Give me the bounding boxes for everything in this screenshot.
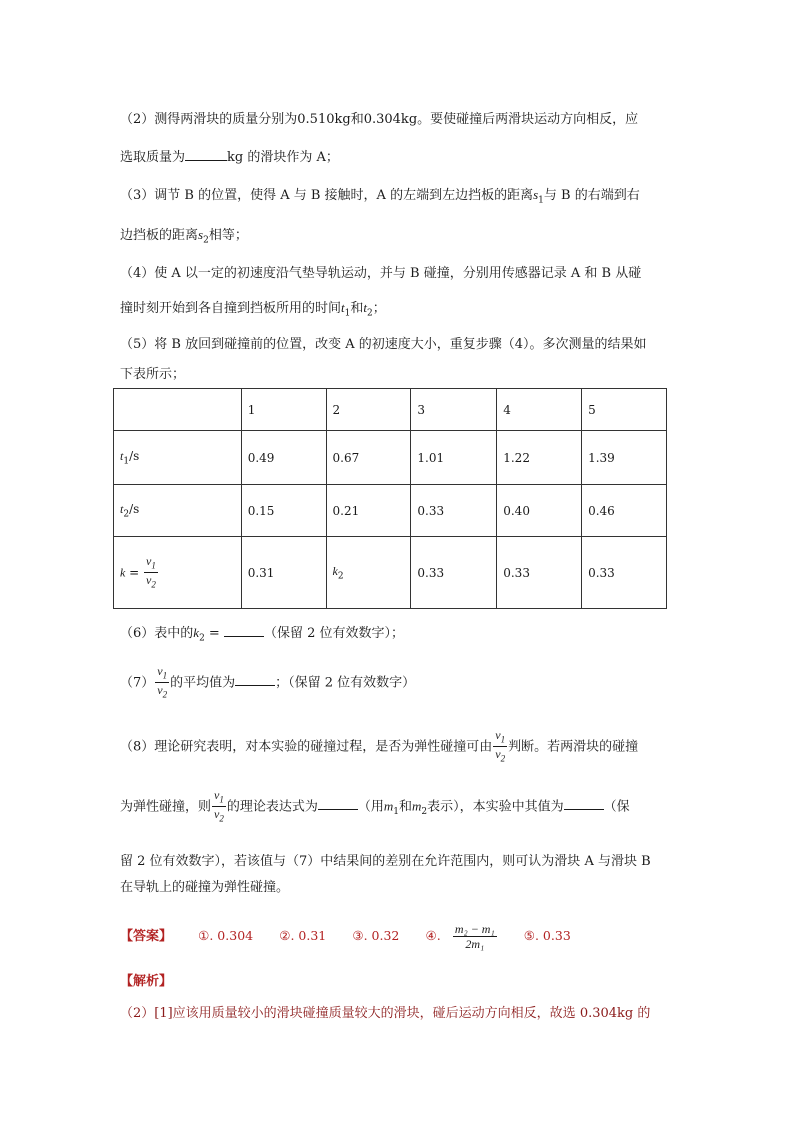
q8-line3: 留 2 位有效数字），若该值与（7）中结果间的差别在允许范围内，则可认为滑块 A 与滑块 B: [120, 854, 651, 869]
q4-line2: 撞时刻开始到各自撞到挡板所用的时间$t_1$和$t_2$；: [120, 300, 386, 319]
answer-tag: 【答案】: [120, 929, 173, 944]
q6-line: （6）表中的$k_2$ = （保留 2 位有效数字）；: [120, 625, 405, 644]
answer-blank-2[interactable]: [224, 624, 264, 637]
v1-over-v2-fraction: $\frac{v_1}{v_2}$: [157, 664, 168, 700]
measurement-table: [113, 388, 667, 609]
table-cell: 0.33: [497, 537, 582, 609]
q2-line2: 选取质量为 kg 的滑块作为 A；: [120, 150, 339, 165]
table-header-row: [114, 389, 667, 431]
q2-line1: （2）测得两滑块的质量分别为0.510kg和0.304kg。要使碰撞后两滑块运动方向相反，应: [120, 112, 639, 127]
table-cell: 0.67: [326, 431, 411, 485]
table-cell: 0.33: [411, 485, 497, 537]
analysis-tag: 【解析】: [120, 974, 173, 989]
v1-over-v2-fraction: $\frac{v_1}{v_2}$: [146, 553, 156, 590]
table-cell: 4: [497, 389, 582, 431]
table-cell: 1.39: [582, 431, 667, 485]
q3-line1: （3）调节 B 的位置，使得 A 与 B 接触时，A 的左端到左边挡板的距离$s_1$与 B 的右端到右: [120, 187, 640, 206]
v1-over-v2-fraction: $\frac{v_1}{v_2}$: [214, 788, 224, 824]
q5-line2: 下表所示；: [120, 367, 186, 382]
analysis-line1: （2）[1]应该用质量较小的滑块碰撞质量较大的滑块，碰后运动方向相反，故选 0.304kg 的: [120, 1006, 651, 1021]
q3-line2: 边挡板的距离$s_2$相等；: [120, 227, 248, 246]
table-cell: 5: [582, 389, 667, 431]
mass-ratio-fraction: $\frac{\text{m₂ − m₁}}{\text{2m₁}}$: [454, 922, 495, 951]
table-cell: 0.33: [411, 537, 497, 609]
answer-blank-1[interactable]: [185, 148, 227, 161]
table-cell: 3: [411, 389, 497, 431]
answer-blank-3[interactable]: [235, 673, 275, 686]
table-cell: 0.46: [582, 485, 667, 537]
table-cell: 0.21: [326, 485, 411, 537]
v1-over-v2-fraction: $\frac{v_1}{v_2}$: [495, 728, 506, 764]
table-row-t2: [114, 485, 667, 537]
table-cell-k2: $k_2$: [326, 537, 411, 609]
table-cell: 0.31: [241, 537, 326, 609]
table-cell: 1.22: [497, 431, 582, 485]
table-cell: 1: [241, 389, 326, 431]
table-cell: 0.49: [241, 431, 326, 485]
table-row-t1: [114, 431, 667, 485]
row-label-t1: $t_1/s$: [114, 431, 242, 485]
table-cell: 2: [326, 389, 411, 431]
q5-line1: （5）将 B 放回到碰撞前的位置，改变 A 的初速度大小，重复步骤（4）。多次测量的结果如: [120, 337, 647, 352]
table-cell: 1.01: [411, 431, 497, 485]
q4-line1: （4）使 A 以一定的初速度沿气垫导轨运动，并与 B 碰撞，分别用传感器记录 A 和 B 从碰: [120, 266, 642, 281]
table-cell: 0.33: [582, 537, 667, 609]
q8-line2: 为弹性碰撞，则 $\frac{v_1}{v_2}$ 的理论表达式为 （用$m_1$和$m_2$表示），本实验中其值为 （保: [120, 788, 630, 824]
table-cell: [114, 389, 242, 431]
row-label-k: k = $\frac{v_1}{v_2}$: [114, 537, 242, 609]
analysis-tag-line: [120, 970, 172, 989]
q8-line1: （8）理论研究表明，对本实验的碰撞过程，是否为弹性碰撞可由 $\frac{v_1}{v_2}$ 判断。若两滑块的碰撞: [120, 728, 639, 764]
answer-row: 【答案】 ①. 0.304 ②. 0.31 ③. 0.32 ④. $\frac{\text{m₂ − m₁}}{\text{2m₁}}$ ⑤. 0.33: [120, 922, 571, 951]
answer-blank-4[interactable]: [318, 797, 358, 810]
table-cell: 0.15: [241, 485, 326, 537]
row-label-t2: $t_2/s$: [114, 485, 242, 537]
q8-line4: 在导轨上的碰撞为弹性碰撞。: [120, 880, 290, 895]
table-cell: 0.40: [497, 485, 582, 537]
answer-blank-5[interactable]: [564, 797, 604, 810]
q7-line: （7） $\frac{v_1}{v_2}$ 的平均值为 ；（保留 2 位有效数字）: [120, 664, 416, 700]
table-row-k: [114, 537, 667, 609]
